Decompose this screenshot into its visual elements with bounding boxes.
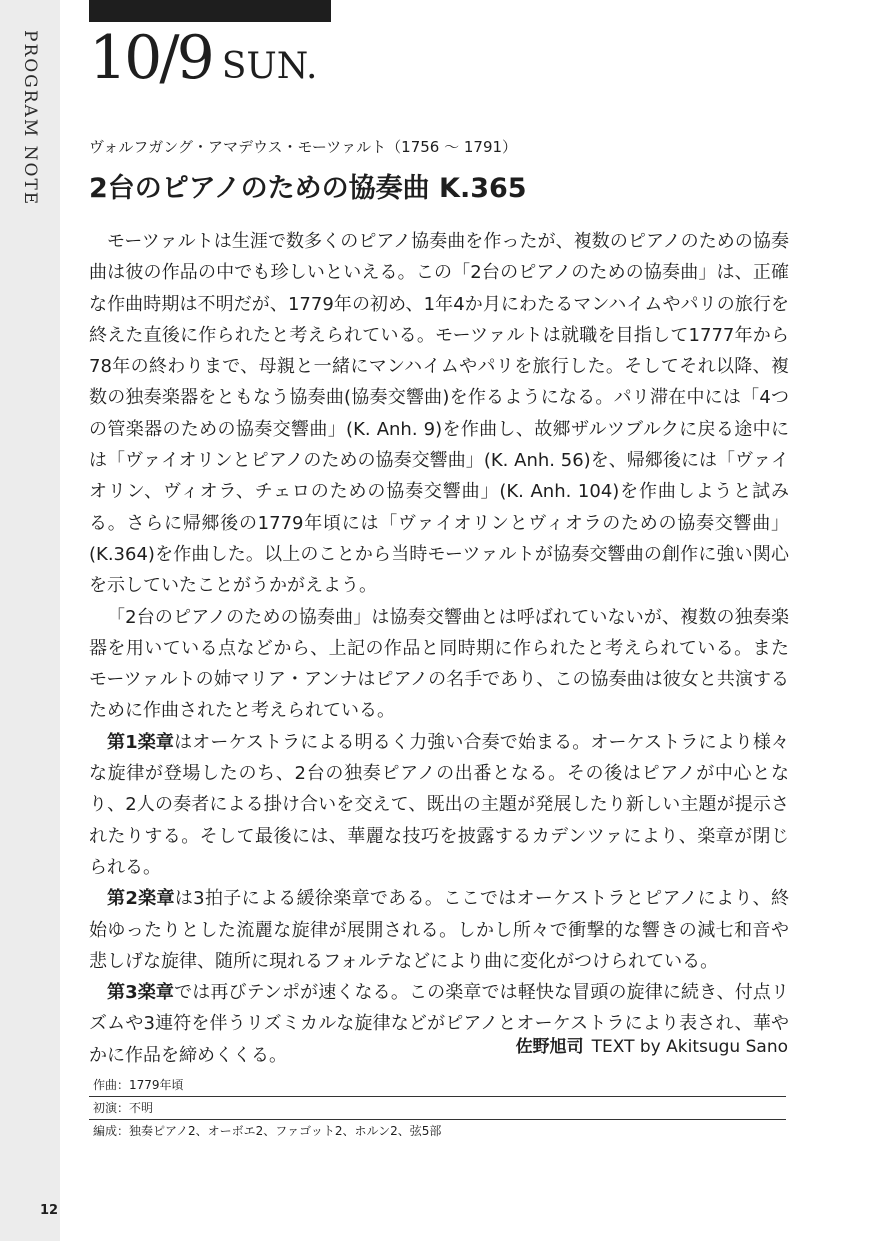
paragraph-context: 「2台のピアノのための協奏曲」は協奏交響曲とは呼ばれていないが、複数の独奏楽器を用いている点などから、上記の作品と同時期に作られたと考えられている。またモーツァルトの姉マリア・アンナはピアノの名手であり、この協奏曲は彼女と共演するために作曲されたと考えられている。 [89,606,789,722]
movement-3-text: では再びテンポが速くなる。この楽章では軽快な冒頭の旋律に続き、付点リズムや3連符を伴うリズミカルな旋律などがピアノとオーケストラにより表され、華やかに作品を締めくくる。 [89,982,789,1066]
movement-3-label: 第3楽章 [107,982,175,1004]
concert-date [89,22,317,94]
work-info-table [89,1074,786,1142]
author-credit [516,1032,788,1057]
info-premiere: 初演：不明 [89,1097,786,1120]
header-bar [89,0,331,22]
movement-2-text: は3拍子による緩徐楽章である。ここではオーケストラとピアノにより、終始ゆったりとした流麗な旋律が展開される。しかし所々で衝撃的な響きの減七和音や悲しげな旋律、随所に現れるフォルテなどにより曲に変化がつけられている。 [89,888,789,972]
composer-line: ヴォルフガング・アマデウス・モーツァルト（1756 ～ 1791） [89,138,518,156]
section-label: PROGRAM NOTE [20,30,40,207]
work-title: 2台のピアノのための協奏曲 K.365 [89,173,527,204]
movement-1-text: はオーケストラによる明るく力強い合奏で始まる。オーケストラにより様々な旋律が登場したのち、2台の独奏ピアノの出番となる。その後はピアノが中心となり、2人の奏者による掛け合いを交えて、既出の主題が発展したり新しい主題が提示されたりする。そして最後には、華麗な技巧を披露するカデンツァにより、楽章が閉じられる。 [89,731,789,878]
movement-1-label: 第1楽章 [107,731,175,753]
paragraph-movement-1 [89,727,789,883]
date-weekday: SUN. [221,46,318,87]
paragraph-movement-2 [89,883,789,977]
movement-2-label: 第2楽章 [107,888,175,910]
author-credit-text: TEXT by Akitsugu Sano [591,1037,788,1057]
date-number: 10/9 [89,23,212,93]
info-instrumentation: 編成：独奏ピアノ2、オーボエ2、ファゴット2、ホルン2、弦5部 [93,1124,442,1138]
program-note-body [89,226,789,1071]
paragraph-intro: モーツァルトは生涯で数多くのピアノ協奏曲を作ったが、複数のピアノのための協奏曲は彼の作品の中でも珍しいといえる。この「2台のピアノのための協奏曲」は、正確な作曲時期は不明だが、1779年の初め、1年4か月にわたるマンハイムやパリの旅行を終えた直後に作られたと考えられている。モーツァルトは就職を目指して1777年から78年の終わりまで、母親と一緒にマンハイムやパリを旅行した。そしてそれ以降、複数の独奏楽器をともなう協奏曲(協奏交響曲)を作るようになる。パリ滞在中には「4つの管楽器のための協奏交響曲」(K. Anh. 9)を作曲し、故郷ザルツブルクに戻る途中には「ヴァイオリンとピアノのための協奏交響曲」(K. Anh. 56)を、帰郷後には「ヴァイオリン、ヴィオラ、チェロのための協奏交響曲」(K. Anh. 104)を作曲しようと試みる。さらに帰郷後の1779年頃には「ヴァイオリンとヴィオラのための協奏交響曲」(K.364)を作曲した。以上のことから当時モーツァルトが協奏交響曲の創作に強い関心を示していたことがうかがえよう。 [89,231,789,597]
info-composed: 作曲：1779年頃 [89,1074,786,1097]
author-name: 佐野旭司 [515,1037,584,1057]
page-number: 12 [40,1203,59,1218]
